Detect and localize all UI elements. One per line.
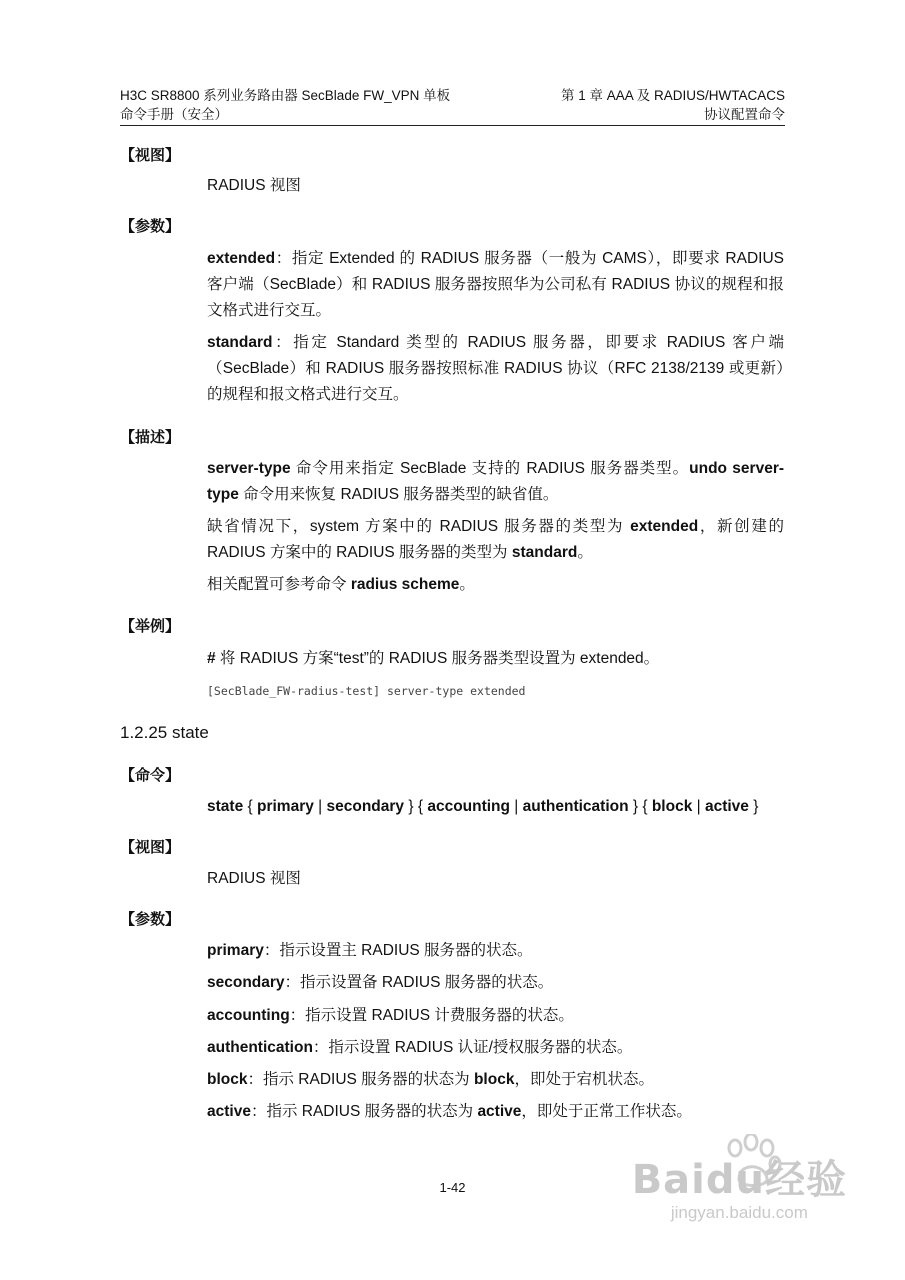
header-right-line2: 协议配置命令	[704, 107, 785, 122]
description-text: 缺省情况下，system 方案中的 RADIUS 服务器的类型为	[207, 518, 631, 535]
param-keyword: standard	[207, 334, 273, 351]
param-keyword: active	[477, 1103, 522, 1120]
param-description: ：指定 Standard 类型的 RADIUS 服务器，即要求 RADIUS 客户端（SecBlade）和 RADIUS 服务器按照标准 RADIUS 协议（RFC 2138/2139 或更新）的规程和报文格式进行交互。	[207, 334, 784, 403]
syntax-bracket: }	[748, 798, 759, 815]
param-primary	[207, 938, 784, 964]
param-description: ：指示 RADIUS 服务器的状态为	[247, 1071, 474, 1088]
description-paragraph-1	[207, 456, 784, 508]
param-keyword: block	[473, 1071, 515, 1088]
watermark-url: jingyan.baidu.com	[670, 1203, 808, 1222]
param-keyword: authentication	[207, 1039, 313, 1056]
watermark	[632, 1148, 847, 1223]
param-authentication	[207, 1035, 784, 1061]
param-extended	[207, 246, 784, 324]
description-text: ，新创建的 RADIUS 方案中的 RADIUS 服务器的类型为	[207, 518, 784, 561]
syntax-keyword: block	[651, 798, 693, 815]
page-number: 1-42	[439, 1180, 466, 1195]
param-keyword: accounting	[207, 1007, 290, 1024]
example-hash: #	[207, 650, 216, 667]
syntax-separator: |	[510, 798, 523, 815]
description-text: 。	[577, 544, 593, 561]
command-heading: 【命令】	[120, 767, 181, 784]
param-heading: 【参数】	[120, 218, 181, 235]
param-keyword: secondary	[207, 974, 285, 991]
example-code: [SecBlade_FW-radius-test] server-type extended	[207, 684, 526, 698]
syntax-bracket: } {	[628, 798, 652, 815]
example-caption	[207, 646, 784, 672]
watermark-brand: Baidu经验	[631, 1157, 847, 1203]
command-keyword: server-type	[207, 460, 291, 477]
param-standard	[207, 330, 784, 408]
param-keyword: extended	[207, 250, 276, 267]
view-heading: 【视图】	[120, 147, 181, 164]
view-text: RADIUS 视图	[207, 177, 301, 194]
param-keyword: block	[207, 1071, 248, 1088]
param-description: ：指示 RADIUS 服务器的状态为	[250, 1103, 478, 1120]
command-keyword: radius scheme	[350, 576, 460, 593]
example-text: 将 RADIUS 方案“test”的 RADIUS 服务器类型设置为 extended。	[215, 650, 660, 667]
header-right-line1: 第 1 章 AAA 及 RADIUS/HWTACACS	[560, 88, 785, 103]
command-keyword: undo server-type	[207, 460, 785, 503]
syntax-keyword: authentication	[522, 798, 629, 815]
param-active	[207, 1099, 784, 1125]
syntax-keyword: accounting	[427, 798, 510, 815]
syntax-separator: |	[692, 798, 705, 815]
param-description: ：指示设置 RADIUS 计费服务器的状态。	[289, 1007, 574, 1024]
value-keyword: extended	[630, 518, 699, 535]
description-text: 相关配置可参考命令	[207, 576, 351, 593]
param-description: ，即处于宕机状态。	[514, 1071, 654, 1088]
param-keyword: primary	[207, 942, 264, 959]
param-accounting	[207, 1003, 784, 1029]
header-left-line2: 命令手册（安全）	[120, 107, 228, 122]
header-left-line1: H3C SR8800 系列业务路由器 SecBlade FW_VPN 单板	[120, 88, 451, 103]
header-left	[120, 86, 450, 124]
syntax-separator: |	[313, 798, 327, 815]
description-text: 。	[459, 576, 475, 593]
param-description: ：指示设置主 RADIUS 服务器的状态。	[263, 942, 533, 959]
section-title: 1.2.25 state	[120, 723, 209, 742]
example-heading: 【举例】	[120, 618, 181, 635]
header-right	[561, 86, 785, 124]
view-heading-2: 【视图】	[120, 839, 181, 856]
param-description: ：指示设置备 RADIUS 服务器的状态。	[284, 974, 554, 991]
param-keyword: active	[207, 1103, 251, 1120]
description-paragraph-2	[207, 514, 784, 566]
param-description: ：指定 Extended 的 RADIUS 服务器（一般为 CAMS），即要求 RADIUS 客户端（SecBlade）和 RADIUS 服务器按照华为公司私有 RADIUS 协议的规程和报文格式进行交互。	[207, 250, 784, 319]
view-text-2: RADIUS 视图	[207, 870, 301, 887]
description-text: 命令用来指定 SecBlade 支持的 RADIUS 服务器类型。	[290, 460, 690, 477]
description-paragraph-3	[207, 572, 784, 598]
param-secondary	[207, 970, 784, 996]
command-syntax	[207, 794, 784, 820]
syntax-bracket: } {	[404, 798, 428, 815]
syntax-keyword: primary	[256, 798, 314, 815]
syntax-bracket: {	[243, 798, 257, 815]
header-divider	[120, 125, 785, 126]
description-text: 命令用来恢复 RADIUS 服务器类型的缺省值。	[238, 486, 559, 503]
param-description: ：指示设置 RADIUS 认证/授权服务器的状态。	[312, 1039, 633, 1056]
syntax-keyword: secondary	[326, 798, 405, 815]
value-keyword: standard	[511, 544, 578, 561]
description-heading: 【描述】	[120, 429, 181, 446]
param-block	[207, 1067, 784, 1093]
syntax-keyword: state	[207, 798, 244, 815]
param-heading-2: 【参数】	[120, 911, 181, 928]
syntax-keyword: active	[704, 798, 749, 815]
param-description: ，即处于正常工作状态。	[521, 1103, 692, 1120]
